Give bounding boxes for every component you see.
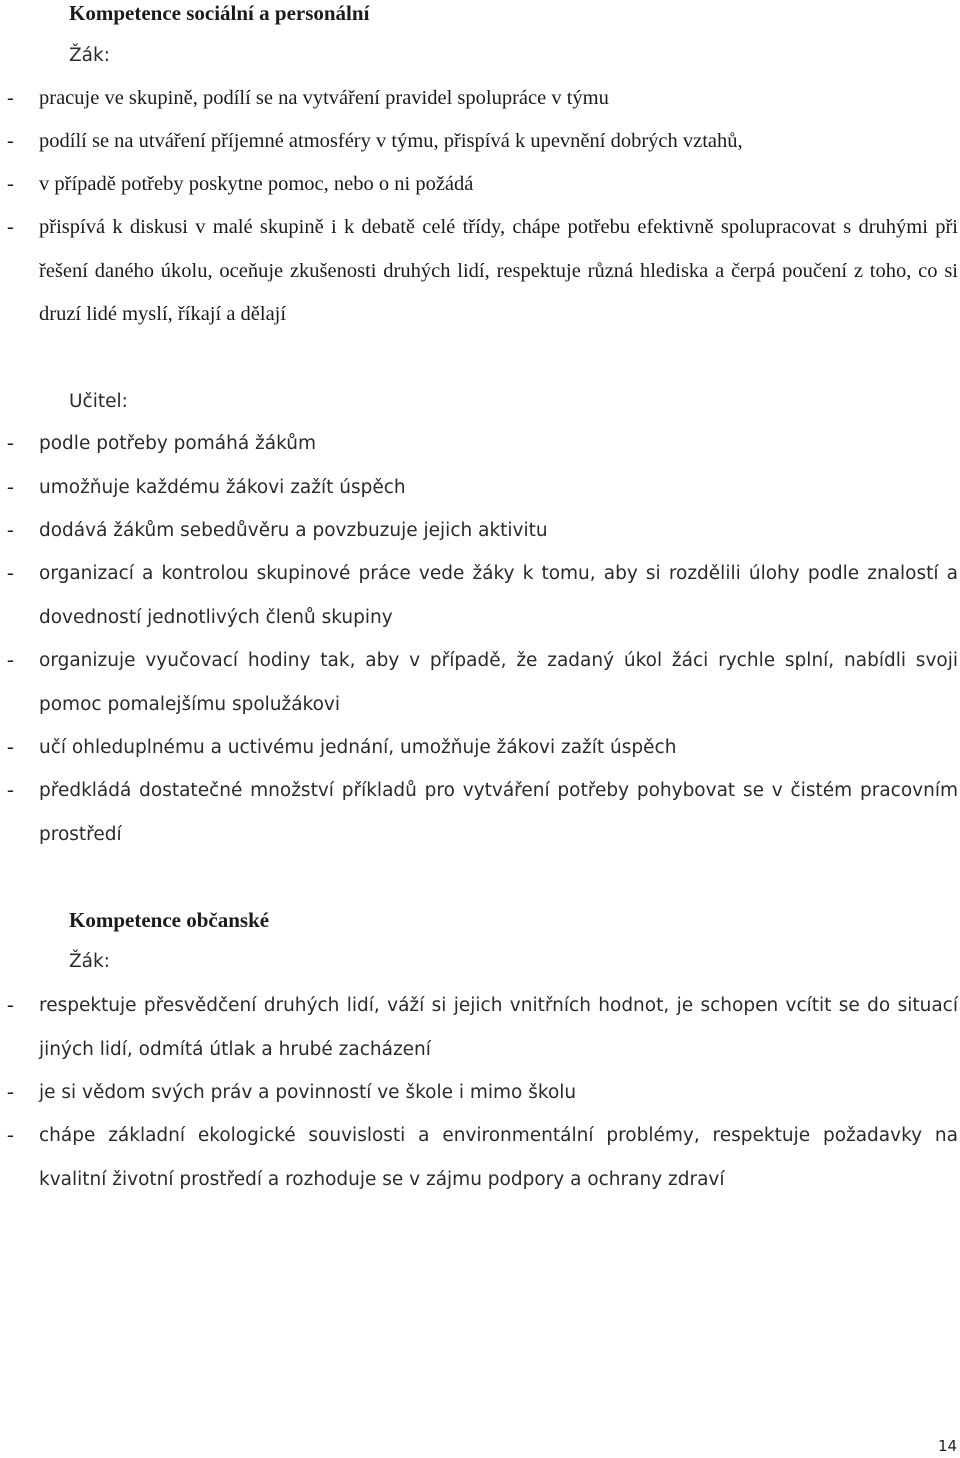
list-item-text: dodává žákům sebedůvěru a povzbuzuje jejich aktivitu bbox=[39, 520, 548, 541]
list-item-text: pracuje ve skupině, podílí se na vytváření pravidel spolupráce v týmu bbox=[39, 87, 609, 109]
bullet-dash: - bbox=[7, 994, 14, 1016]
bullet-dash: - bbox=[7, 649, 14, 671]
section-heading-social: Kompetence sociální a personální bbox=[69, 1, 370, 25]
list-item-text: respektuje přesvědčení druhých lidí, váží si jejich vnitřních hodnot, je schopen vcítit se do situací jiných lidí, odmítá útlak a hrubé zacházení bbox=[39, 995, 958, 1060]
bullet-dash: - bbox=[7, 736, 14, 758]
list-item-text: učí ohleduplnému a uctivému jednání, umožňuje žákovi zažít úspěch bbox=[39, 737, 677, 758]
list-item-text: podle potřeby pomáhá žákům bbox=[39, 433, 316, 454]
list-item bbox=[0, 509, 960, 553]
list-item bbox=[0, 422, 960, 466]
list-item bbox=[0, 163, 960, 207]
bullet-dash: - bbox=[7, 130, 14, 152]
list-item bbox=[0, 639, 960, 726]
list-item-text: umožňuje každému žákovi zažít úspěch bbox=[39, 477, 406, 498]
bullet-dash: - bbox=[7, 432, 14, 454]
bullet-dash: - bbox=[7, 1124, 14, 1146]
list-item-text: organizuje vyučovací hodiny tak, aby v případě, že zadaný úkol žáci rychle splní, nabídli svoji pomoc pomalejšímu spolužákovi bbox=[39, 650, 958, 715]
list-item bbox=[0, 726, 960, 770]
bullet-dash: - bbox=[7, 1081, 14, 1103]
list-item-text: chápe základní ekologické souvislosti a environmentální problémy, respektuje požadavky na kvalitní životní prostředí a rozhoduje se v zájmu podpory a ochrany zdraví bbox=[39, 1125, 958, 1190]
bullet-dash: - bbox=[7, 216, 14, 238]
list-item-text: organizací a kontrolou skupinové práce vede žáky k tomu, aby si rozdělili úlohy podle znalostí a dovedností jednotlivých členů skupiny bbox=[39, 563, 958, 628]
list-item bbox=[0, 206, 960, 337]
list-item bbox=[0, 120, 960, 164]
list-item-text: podílí se na utváření příjemné atmosféry v týmu, přispívá k upevnění dobrých vztahů, bbox=[39, 130, 743, 152]
pupil-label: Žák: bbox=[69, 45, 110, 66]
teacher-label: Učitel: bbox=[69, 391, 128, 412]
list-item bbox=[0, 1071, 960, 1115]
list-item-text: v případě potřeby poskytne pomoc, nebo o ni požádá bbox=[39, 173, 474, 195]
page-number: 14 bbox=[938, 1437, 958, 1455]
list-item bbox=[0, 77, 960, 121]
list-item bbox=[0, 1114, 960, 1201]
bullet-dash: - bbox=[7, 779, 14, 801]
list-item-text: předkládá dostatečné množství příkladů pro vytváření potřeby pohybovat se v čistém pracovním prostředí bbox=[39, 780, 958, 845]
list-item-text: přispívá k diskusi v malé skupině i k debatě celé třídy, chápe potřebu efektivně spolupracovat s druhými při řešení daného úkolu, oceňuje zkušenosti druhých lidí, respektuje různá hlediska a čerpá poučení z toho, co si druzí lidé myslí, říkají a dělají bbox=[39, 216, 958, 325]
pupil-label: Žák: bbox=[69, 951, 110, 972]
bullet-dash: - bbox=[7, 562, 14, 584]
list-item bbox=[0, 466, 960, 510]
list-item bbox=[0, 552, 960, 639]
section-heading-civic: Kompetence občanské bbox=[69, 908, 270, 932]
bullet-dash: - bbox=[7, 87, 14, 109]
list-item-text: je si vědom svých práv a povinností ve škole i mimo školu bbox=[39, 1082, 577, 1103]
bullet-dash: - bbox=[7, 173, 14, 195]
list-item bbox=[0, 769, 960, 856]
list-item bbox=[0, 984, 960, 1071]
bullet-dash: - bbox=[7, 476, 14, 498]
bullet-dash: - bbox=[7, 519, 14, 541]
